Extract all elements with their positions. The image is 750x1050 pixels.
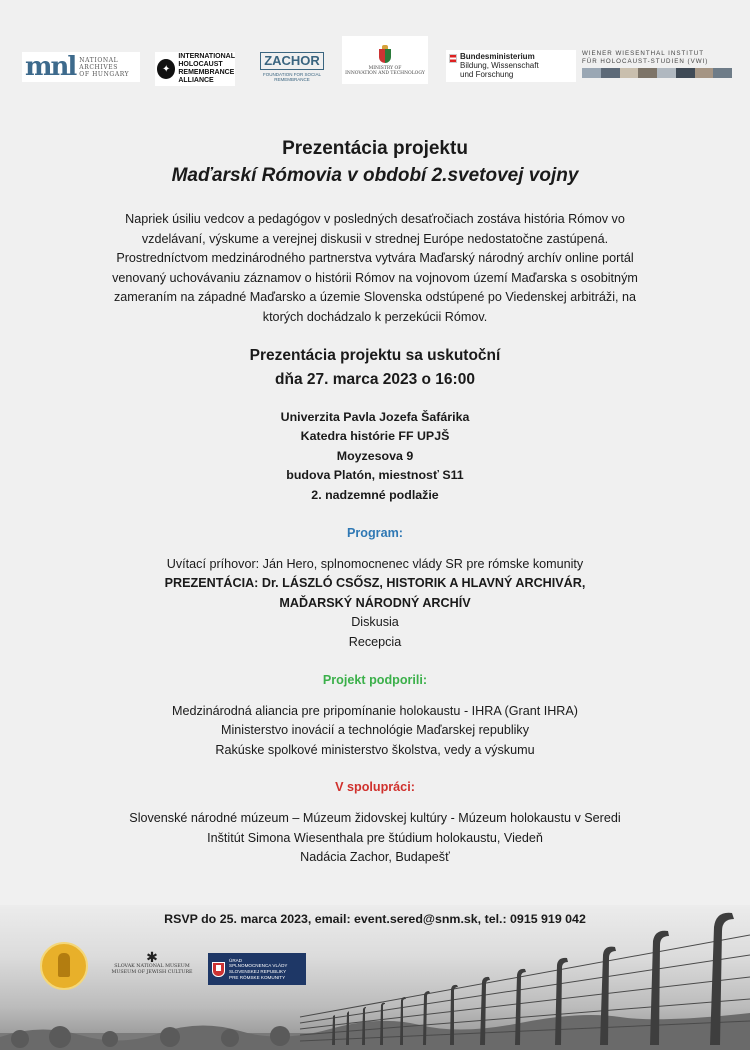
bmbwf-text [460,50,539,79]
invitation-body [0,136,750,868]
project-subtitle: Maďarskí Rómovia v období 2.svetovej vojny [171,165,579,186]
ihra-logo [155,52,235,86]
venue-line: Katedra histórie FF UPJŠ [300,429,450,444]
bmbwf-title: Bundesministerium [460,52,535,61]
ihra-emblem-icon: ✦ [157,59,175,79]
cooperation-item: Inštitút Simona Wiesenthala pre štúdium holokaustu, Viedeň [207,830,543,845]
intro-paragraph: Napriek úsiliu vedcov a pedagógov v posledných desaťročiach zostáva história Rómov vo vzdelávaní, výskume a verejnej diskusii v strednej Európe nedostatočne zastúpená. Prostredníctvom medzinárodného partnerstva vytvára Maďarský národný archív online portál venovaný uchovávaniu záznamov o histórii Rómov na vojnovom území Maďarska s osobitným zameraním na západné Maďarsko a územie Slovenska odstúpené po Viedenskej arbitráži, na ktorých dochádzalo k perzekúcii Rómov. [112,212,638,324]
cooperation-heading: V spolupráci: [335,780,415,795]
program-item: MAĎARSKÝ NÁRODNÝ ARCHÍV [279,595,471,610]
program-item: Uvítací príhovor: Ján Hero, splnomocnenec vlády SR pre rómske komunity [166,556,584,571]
venue-line: Univerzita Pavla Jozefa Šafárika [280,409,470,424]
cooperation-item: Nadácia Zachor, Budapešť [300,850,450,865]
venue-block [0,408,750,506]
program-item: Diskusia [351,615,399,630]
barbed-wire-fence-photo [0,905,750,1050]
rsvp-line: RSVP do 25. marca 2023, email: event.sered@snm.sk, tel.: 0915 919 042 [164,912,586,926]
event-date-line1: Prezentácia projektu sa uskutoční [249,346,501,364]
page-title: Prezentácia projektu [282,138,468,159]
event-date-line2: dňa 27. marca 2023 o 16:00 [275,370,475,388]
program-heading: Program: [347,525,403,540]
vwi-color-bars [582,68,732,78]
support-item: Rakúske spolkové ministerstvo školstva, vedy a výskumu [215,742,535,757]
logo-strip [22,36,734,86]
vwi-text: WIENER WIESENTHAL INSTITUT FÜR HOLOCAUST-STUDIEN (VWI) [582,50,709,65]
program-item: PREZENTÁCIA: Dr. LÁSZLÓ CSŐSZ, HISTORIK A HLAVNÝ ARCHIVÁR, [164,576,586,591]
venue-line: Moyzesova 9 [336,448,414,463]
cooperation-item: Slovenské národné múzeum – Múzeum židovskej kultúry - Múzeum holokaustu v Seredi [129,811,621,826]
snm-emblem-icon: ✱ [146,949,158,965]
program-item: Recepcia [348,634,402,649]
mnl-mark: mnl [25,52,76,82]
cooperation-list [0,809,750,868]
urad-text: ÚRAD SPLNOMOCNENCA VLÁDY SLOVENSKEJ REPUBLIKY PRE RÓMSKE KOMUNITY [229,957,288,980]
ministry-text: MINISTRY OF INNOVATION AND TECHNOLOGY [345,65,425,76]
hungarian-crest-icon [379,45,391,63]
zachor-logo [257,52,327,92]
ihra-text: INTERNATIONAL HOLOCAUST REMEMBRANCE ALLIANCE [178,53,235,84]
venue-line: 2. nadzemné podlažie [311,487,439,502]
bmbwf-logo [446,50,576,82]
support-list [0,702,750,761]
support-heading: Projekt podporili: [322,672,428,687]
bmbwf-sub: Bildung, Wissenschaft und Forschung [460,61,539,79]
slovak-coat-of-arms-icon [212,962,225,977]
university-seal-icon [40,942,88,990]
event-date [0,344,750,392]
austrian-flag-icon [449,54,457,63]
program-list [0,555,750,653]
venue-line: budova Platón, miestnosť S11 [286,468,464,483]
ministry-logo [342,36,428,84]
national-archives-logo [22,52,140,82]
zachor-sub: FOUNDATION FOR SOCIAL REMEMBRANCE [263,72,321,82]
snm-text: SLOVAK NATIONAL MUSEUM MUSEUM OF JEWISH CULTURE [111,964,193,975]
snm-logo [108,950,196,976]
mnl-text: NATIONAL ARCHIVES OF HUNGARY [79,56,130,78]
support-item: Medzinárodná aliancia pre pripomínanie holokaustu - IHRA (Grant IHRA) [172,703,578,718]
vwi-logo [582,50,734,82]
support-item: Ministerstvo inovácií a technológie Maďarskej republiky [220,723,530,738]
footer-banner [0,905,750,1050]
urad-logo [208,953,306,985]
zachor-name: ZACHOR [260,52,324,70]
